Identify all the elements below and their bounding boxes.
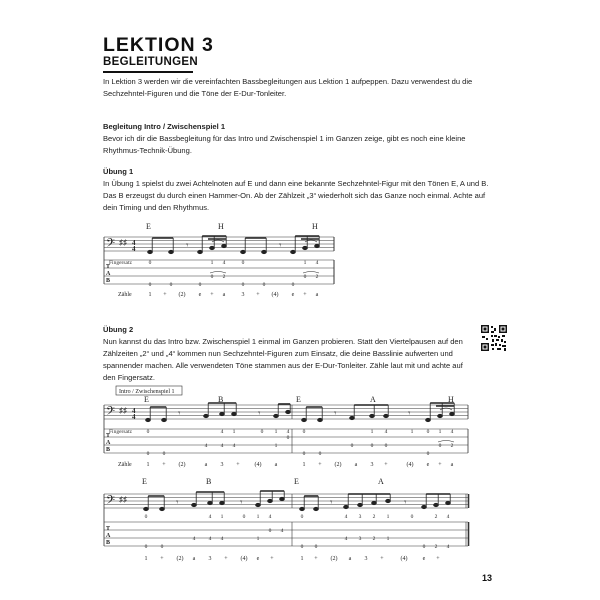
chord-label: E: [146, 222, 151, 231]
count-mark: a: [315, 292, 319, 298]
tab-clef-icon: T: [106, 433, 111, 439]
qr-code-icon[interactable]: [480, 324, 508, 352]
tab-fret: 4: [220, 443, 224, 449]
fingering-digit: 0: [242, 514, 246, 520]
tab-fret: 1: [256, 536, 260, 542]
fingering-digit: 4: [344, 514, 348, 520]
tab-fret: 0: [210, 274, 214, 280]
svg-text:4: 4: [132, 245, 136, 253]
fingering-digit: 0: [146, 429, 150, 435]
chord-label: H: [448, 395, 454, 404]
fingering-digit: 1: [410, 429, 414, 435]
bass-clef-icon: 𝄢: [106, 495, 116, 510]
tab-fret: 4: [204, 443, 208, 449]
fingering-digit: 1: [232, 429, 236, 435]
svg-text:B: B: [106, 447, 111, 453]
svg-text:B: B: [106, 540, 111, 546]
tab-fret: 0: [318, 451, 322, 457]
count-mark: e: [291, 292, 295, 298]
chord-label: E: [144, 395, 149, 404]
svg-text:𝄾: 𝄾: [176, 497, 179, 507]
fingering-digit: 1: [303, 260, 307, 266]
tab-fret: 2: [222, 274, 226, 280]
tab-fret: 0: [262, 282, 266, 288]
fingering-digit: 1: [386, 514, 390, 520]
tab-clef-icon: T: [106, 264, 111, 270]
bass-clef-icon: 𝄢: [106, 406, 116, 421]
svg-text:𝄾: 𝄾: [334, 408, 337, 418]
tab-fret: 2: [372, 536, 376, 542]
fingering-digit: 4: [268, 514, 272, 520]
fingering-digit: 4: [208, 514, 212, 520]
count-mark: (2): [330, 556, 338, 562]
key-signature-icon: ♯♯: [119, 495, 127, 504]
tab-fret: 0: [303, 274, 307, 280]
fingersatz-label: Fingersatz: [109, 260, 132, 266]
chord-label: A: [370, 395, 376, 404]
chord-label: B: [206, 477, 212, 486]
tab-fret: 4: [344, 536, 348, 542]
svg-text:𝄾: 𝄾: [178, 408, 181, 418]
tab-fret: 1: [274, 443, 278, 449]
count-mark: (2): [334, 462, 342, 468]
count-mark: e: [422, 556, 426, 562]
fingering-digit: 0: [300, 514, 304, 520]
exercise1-notation: [0, 215, 600, 300]
fingering-digit: 2: [434, 514, 438, 520]
fingering-digit: 1: [210, 260, 214, 266]
tab-fret: 4: [192, 536, 196, 542]
fingering-digit: 1: [438, 429, 442, 435]
tab-fret: 0: [169, 282, 173, 288]
tab-fret: 0: [268, 528, 272, 534]
tab-fret: 0: [370, 443, 374, 449]
count-mark: (4): [254, 462, 262, 468]
tab-fret: 0: [162, 451, 166, 457]
bass-clef-icon: 𝄢: [106, 238, 116, 253]
count-mark: 1: [302, 462, 306, 468]
svg-text:A: A: [106, 533, 111, 539]
svg-text:𝄾: 𝄾: [330, 497, 333, 507]
zaehle-label: Zähle: [118, 462, 132, 468]
fingering-digit: 0: [302, 429, 306, 435]
tab-fret: 0: [302, 451, 306, 457]
exercise2-heading: Übung 2: [103, 325, 134, 334]
count-mark: (4): [271, 292, 279, 298]
tab-fret: 1: [386, 536, 390, 542]
svg-text:𝄾: 𝄾: [404, 497, 407, 507]
tab-fret: 0: [291, 282, 295, 288]
count-mark: (4): [240, 556, 248, 562]
exercise2-row2-tab-lines: [104, 522, 468, 546]
fingering-digit: 1: [274, 429, 278, 435]
lesson-subtitle: BEGLEITUNGEN: [103, 56, 198, 68]
chord-label: H: [218, 222, 224, 231]
fingering-digit: 1: [220, 514, 224, 520]
count-mark: e: [426, 462, 430, 468]
count-mark: a: [204, 462, 208, 468]
tab-fret: 0: [438, 443, 442, 449]
tab-fret: 0: [314, 544, 318, 550]
svg-text:B: B: [106, 278, 111, 284]
tab-fret: 2: [315, 274, 319, 280]
chord-label: H: [312, 222, 318, 231]
svg-text:𝄾: 𝄾: [279, 240, 282, 250]
zaehle-label: Zähle: [118, 292, 132, 298]
count-mark: +: [318, 462, 322, 468]
count-mark: +: [163, 292, 167, 298]
section1-heading: Begleitung Intro / Zwischenspiel 1: [103, 122, 226, 131]
key-signature-icon: ♯♯: [119, 238, 127, 247]
count-mark: e: [256, 556, 260, 562]
chord-label: E: [296, 395, 301, 404]
fingering-digit: 4: [286, 429, 290, 435]
tab-clef-icon: T: [106, 526, 111, 532]
tab-fret: 4: [220, 536, 224, 542]
count-mark: 3: [370, 462, 374, 468]
tab-fret: 0: [300, 544, 304, 550]
count-mark: a: [192, 556, 196, 562]
chord-label: B: [218, 395, 224, 404]
fingering-digit: 0: [148, 260, 152, 266]
exercise2-notation-row1: [0, 383, 600, 478]
tab-fret: 2: [434, 544, 438, 550]
count-mark: +: [224, 556, 228, 562]
count-mark: 3: [241, 292, 245, 298]
chord-label: A: [378, 477, 384, 486]
count-mark: a: [348, 556, 352, 562]
count-mark: 1: [300, 556, 304, 562]
fingering-digit: 0: [260, 429, 264, 435]
count-mark: +: [303, 292, 307, 298]
svg-text:𝄾: 𝄾: [258, 408, 261, 418]
tab-fret: 4: [208, 536, 212, 542]
count-mark: 3: [208, 556, 212, 562]
page-number: 13: [482, 573, 493, 583]
count-mark: +: [314, 556, 318, 562]
section-box-label: Intro / Zwischenspiel 1: [119, 389, 175, 395]
count-mark: +: [256, 292, 260, 298]
count-mark: (2): [178, 292, 186, 298]
chord-label: E: [142, 477, 147, 486]
svg-text:𝄾: 𝄾: [408, 408, 411, 418]
count-mark: +: [160, 556, 164, 562]
count-mark: +: [436, 556, 440, 562]
count-mark: 1: [148, 292, 152, 298]
fingering-digit: 4: [446, 514, 450, 520]
count-mark: +: [236, 462, 240, 468]
count-mark: +: [380, 556, 384, 562]
fingering-digit: 0: [241, 260, 245, 266]
time-signature-icon: 4: [132, 239, 136, 247]
count-mark: (2): [176, 556, 184, 562]
tab-fret: 4: [232, 443, 236, 449]
svg-text:A: A: [106, 440, 111, 446]
count-mark: 1: [146, 462, 150, 468]
exercise2-notation-row2: [0, 474, 600, 574]
svg-text:𝄾: 𝄾: [186, 240, 189, 250]
count-mark: e: [198, 292, 202, 298]
count-mark: 3: [220, 462, 224, 468]
tab-fret: 0: [350, 443, 354, 449]
exercise1-tab-lines: [104, 260, 334, 284]
fingersatz-label: Fingersatz: [109, 429, 132, 435]
tab-fret: 0: [426, 451, 430, 457]
exercise1-paragraph: In Übung 1 spielst du zwei Achtelnoten auf E und dann eine bekannte Sechzehntel-Figur mit den Tönen E, A und B. Das B erzeugst du durch einen Hammer-On. Ab der Zählzeit „3“ wiederholt sich das Ganze noch einmal. Achte auf dein Timing und den Rhythmus.: [103, 179, 489, 212]
key-signature-icon: ♯♯: [119, 406, 127, 415]
fingering-digit: 0: [144, 514, 148, 520]
exercise2-paragraph: Nun kannst du das Intro bzw. Zwischenspiel 1 einmal im Ganzen probieren. Statt den Viertelpausen auf den Zählzeiten „2“ und „4“ kommen nun Sechzehntel-Figuren zum Einsatz, die deine Basslinie aufwerten und spannender machen. Alle verwendeten Töne stammen aus der E-Dur-Tonleiter. Zähle laut mit und achte auf den Fingersatz.: [103, 337, 463, 382]
count-mark: +: [438, 462, 442, 468]
fingering-digit: 1: [256, 514, 260, 520]
tab-fret: 4: [280, 528, 284, 534]
tab-fret: 2: [450, 443, 454, 449]
count-mark: +: [210, 292, 214, 298]
section1-paragraph: Bevor ich dir die Bassbegleitung für das Intro und Zwischenspiel 1 im Ganzen zeige, gibt es noch eine kleine Rhythmus-Technik-Übung.: [103, 134, 466, 155]
tab-fret: 0: [241, 282, 245, 288]
count-mark: a: [222, 292, 226, 298]
count-mark: +: [384, 462, 388, 468]
tab-fret: 0: [286, 435, 290, 441]
fingering-digit: 0: [410, 514, 414, 520]
lesson-title: LEKTION 3: [103, 34, 214, 56]
fingering-digit: 1: [370, 429, 374, 435]
fingering-digit: 4: [315, 260, 319, 266]
tab-fret: 4: [446, 544, 450, 550]
count-mark: 3: [364, 556, 368, 562]
count-mark: a: [450, 462, 454, 468]
svg-text:4: 4: [132, 413, 136, 421]
chord-label: E: [294, 477, 299, 486]
tab-fret: 0: [198, 282, 202, 288]
tab-fret: 0: [422, 544, 426, 550]
count-mark: 1: [144, 556, 148, 562]
count-mark: +: [162, 462, 166, 468]
intro-paragraph: In Lektion 3 werden wir die vereinfachten Bassbegleitungen aus Lektion 1 aufpeppen. Dazu verwendest du die Sechzehntel-Figuren und die Töne der E-Dur-Tonleiter.: [103, 77, 473, 98]
tab-fret: 0: [144, 544, 148, 550]
svg-text:A: A: [106, 271, 111, 277]
tab-fret: 0: [160, 544, 164, 550]
title-underline: [103, 71, 193, 73]
fingering-digit: 4: [384, 429, 388, 435]
fingering-digit: 4: [450, 429, 454, 435]
count-mark: +: [270, 556, 274, 562]
tab-fret: 0: [148, 282, 152, 288]
fingering-digit: 0: [426, 429, 430, 435]
fingering-digit: 4: [220, 429, 224, 435]
time-signature-icon: 4: [132, 407, 136, 415]
fingering-digit: 3: [358, 514, 362, 520]
tab-fret: 3: [358, 536, 362, 542]
count-mark: (4): [400, 556, 408, 562]
count-mark: (2): [178, 462, 186, 468]
tab-fret: 0: [384, 443, 388, 449]
exercise1-heading: Übung 1: [103, 167, 134, 176]
svg-text:𝄾: 𝄾: [240, 497, 243, 507]
count-mark: a: [274, 462, 278, 468]
fingering-digit: 4: [222, 260, 226, 266]
fingering-digit: 2: [372, 514, 376, 520]
count-mark: a: [354, 462, 358, 468]
count-mark: (4): [406, 462, 414, 468]
tab-fret: 0: [146, 451, 150, 457]
